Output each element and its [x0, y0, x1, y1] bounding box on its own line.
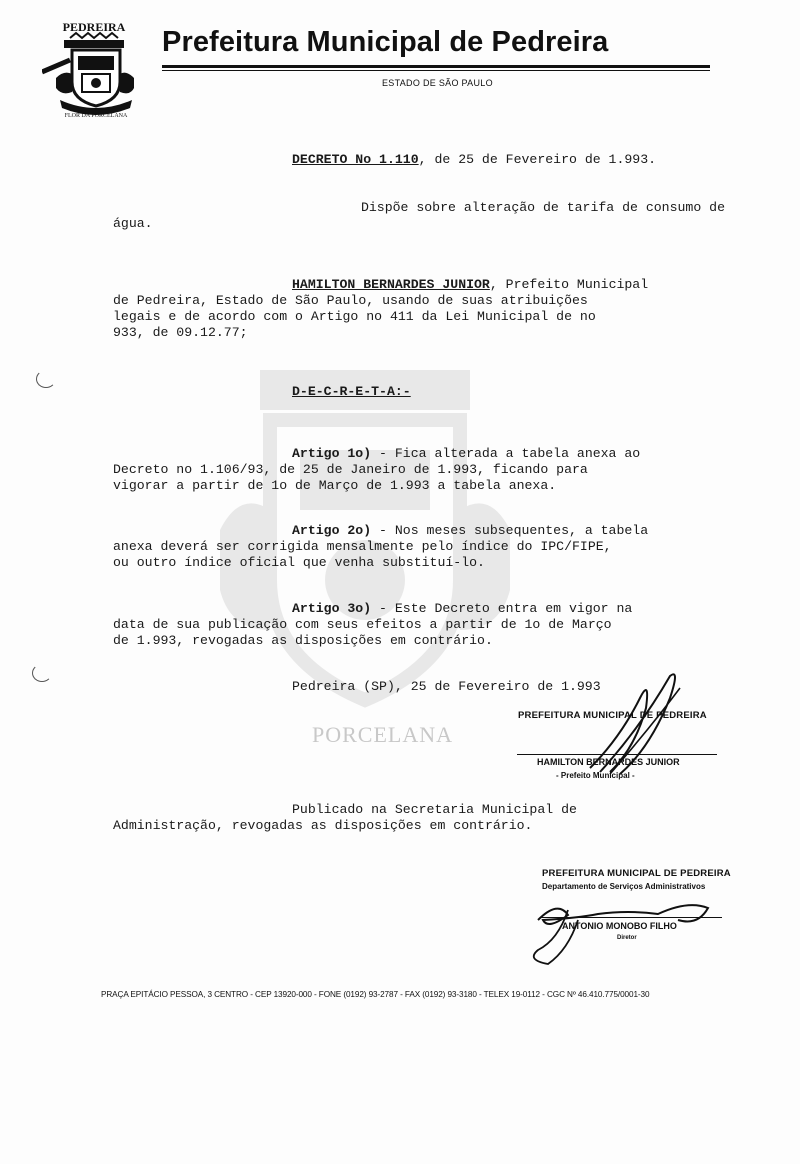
article-3-label: Artigo 3o) — [292, 601, 372, 616]
margin-punch-mark — [32, 664, 52, 682]
article-3-line-1 — [292, 601, 632, 616]
article-3-line-1-text: - Este Decreto entra em vigor na — [371, 601, 633, 616]
article-1-line-3: vigorar a partir de 1o de Março de 1.993 a tabela anexa. — [113, 478, 557, 493]
intro-line-3: legais e de acordo com o Artigo no 411 da Lei Municipal de no — [113, 309, 596, 324]
published-line-1: Publicado na Secretaria Municipal de — [292, 802, 577, 817]
margin-punch-mark — [36, 370, 56, 388]
state-subtitle: ESTADO DE SÃO PAULO — [382, 78, 493, 88]
article-2-line-1 — [292, 523, 648, 538]
mayor-name: HAMILTON BERNARDES JUNIOR — [292, 277, 490, 292]
article-3-line-2: data de sua publicação com seus efeitos a partir de 1o de Março — [113, 617, 612, 632]
article-1-line-1-text: - Fica alterada a tabela anexa ao — [371, 446, 641, 461]
decree-date: , de 25 de Fevereiro de 1.993. — [418, 152, 657, 167]
place-date: Pedreira (SP), 25 de Fevereiro de 1.993 — [292, 679, 601, 694]
published-line-2: Administração, revogadas as disposições em contrário. — [113, 818, 533, 833]
intro-line-1 — [292, 277, 648, 292]
director-stamp-role: Diretor — [617, 935, 637, 941]
title-rule — [162, 65, 710, 68]
article-2-line-1-text: - Nos meses subsequentes, a tabela — [371, 523, 649, 538]
crest-top-text: PEDREIRA — [62, 20, 126, 34]
article-2-label: Artigo 2o) — [292, 523, 372, 538]
article-1-line-2: Decreto no 1.106/93, de 25 de Janeiro de 1.993, ficando para — [113, 462, 588, 477]
intro-line-1-rest: , Prefeito Municipal — [489, 277, 649, 292]
title-rule-thin — [162, 70, 710, 71]
footer-address: PRAÇA EPITÁCIO PESSOA, 3 CENTRO - CEP 13920-000 - FONE (0192) 93-2787 - FAX (0192) 93-3180 - TELEX 19-0112 - CGC Nº 46.410.775/0001-30 — [101, 990, 650, 999]
mayor-stamp-name: HAMILTON BERNARDES JUNIOR — [537, 757, 680, 767]
article-3-line-3: de 1.993, revogadas as disposições em contrário. — [113, 633, 493, 648]
mayor-stamp-role: - Prefeito Municipal - — [556, 771, 635, 780]
article-2-line-2: anexa deverá ser corrigida mensalmente pelo índice do IPC/FIPE, — [113, 539, 612, 554]
dept-stamp-name: Departamento de Serviços Administrativos — [542, 882, 706, 891]
decree-number: DECRETO No 1.110 — [292, 152, 419, 167]
article-1-line-1 — [292, 446, 640, 461]
decree-heading — [292, 152, 656, 167]
article-1-label: Artigo 1o) — [292, 446, 372, 461]
watermark-text: PORCELANA — [312, 722, 454, 747]
page-title: Prefeitura Municipal de Pedreira — [162, 26, 609, 58]
summary-line-2: água. — [113, 216, 153, 231]
decreta-heading: D-E-C-R-E-T-A:- — [292, 384, 411, 399]
director-stamp-name: ANTONIO MONOBO FILHO — [562, 921, 677, 931]
crest-bottom-text: FLOR DA PORCELANA — [64, 113, 128, 119]
mayor-signature-line — [517, 754, 717, 755]
director-signature-line — [540, 917, 722, 918]
article-2-line-3: ou outro índice oficial que venha substituí-lo. — [113, 555, 485, 570]
intro-line-2: de Pedreira, Estado de São Paulo, usando de suas atribuições — [113, 293, 588, 308]
mayor-stamp-title: PREFEITURA MUNICIPAL DE PEDREIRA — [518, 710, 707, 721]
intro-line-4: 933, de 09.12.77; — [113, 325, 248, 340]
municipal-crest-icon — [42, 18, 147, 120]
summary-line-1: Dispõe sobre alteração de tarifa de consumo de — [360, 200, 725, 215]
dept-stamp-title: PREFEITURA MUNICIPAL DE PEDREIRA — [542, 868, 731, 879]
